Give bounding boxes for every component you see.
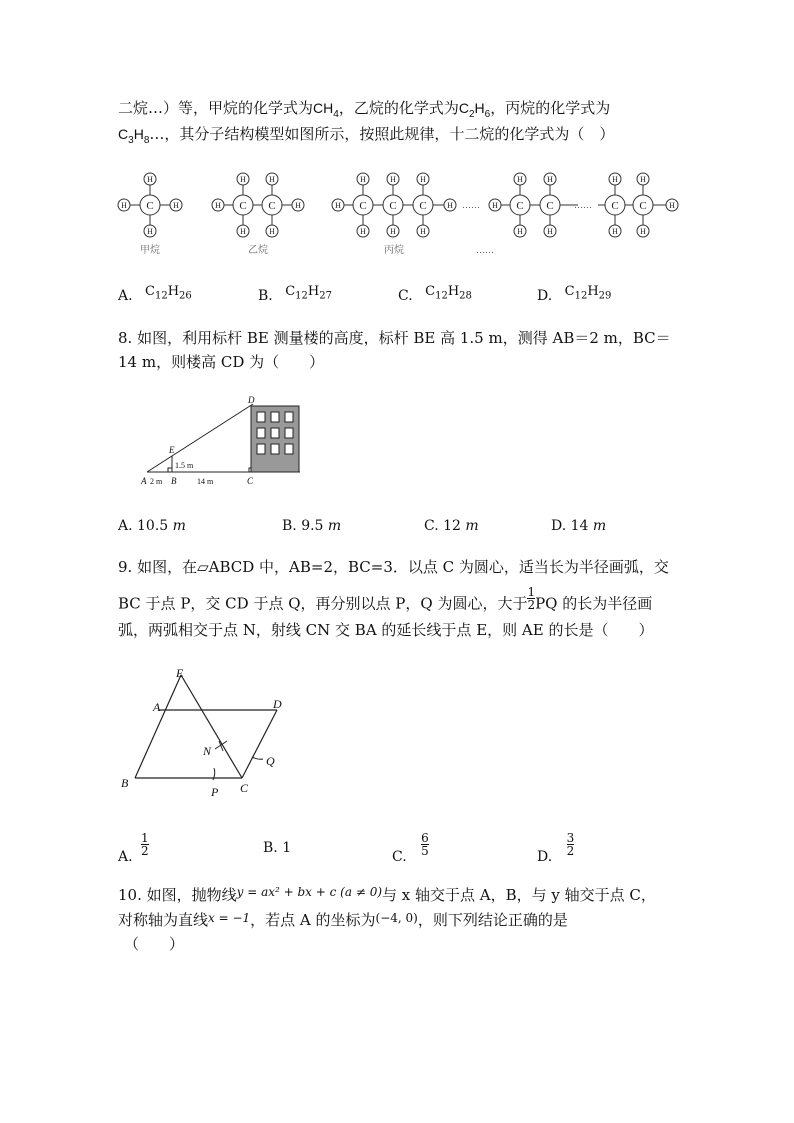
point-a-coordinate: (−4, 0): [375, 911, 418, 925]
svg-text:D: D: [248, 395, 255, 405]
svg-text:C: C: [639, 200, 647, 212]
svg-text:C: C: [239, 200, 247, 212]
svg-text:甲烷: 甲烷: [140, 245, 160, 256]
q10-line1: 10. 如图，抛物线$^{y = ax^2 + bx + c (a \ne 0)}$与 x 轴交于点 A，B，与 y 轴交于点 C，: [118, 885, 656, 904]
svg-text:H: H: [547, 175, 553, 184]
svg-text:C: C: [146, 200, 154, 212]
svg-text:H: H: [173, 201, 179, 210]
q10-line2: 对称轴为直线$^{x = -1}$，若点 A 的坐标为$^{(-4, 0)}$，则下列结论正确的是: [118, 911, 568, 929]
svg-text:D: D: [273, 697, 282, 711]
q9-option-b[interactable]: B. 1: [263, 840, 292, 856]
q9-parallelogram-figure: [115, 665, 305, 805]
svg-text:C: C: [268, 200, 276, 212]
q9-option-c[interactable]: C. $\frac{6}{5}$: [392, 831, 429, 865]
q8-line2: 14 m，则楼高 CD 为（ ）: [118, 353, 325, 371]
svg-text:A: A: [153, 700, 161, 714]
q10-line3: （ ）: [124, 935, 185, 953]
svg-text:N: N: [203, 744, 212, 758]
alkane-molecule-figure: [110, 165, 690, 265]
svg-text:H: H: [420, 175, 426, 184]
svg-text:H: H: [390, 227, 396, 236]
svg-text:H: H: [240, 175, 246, 184]
svg-text:H: H: [517, 175, 523, 184]
svg-text:C: C: [611, 200, 619, 212]
q8-option-a[interactable]: A. 10.5 m: [118, 518, 186, 534]
parabola-formula: y = ax² + bx + c (a ≠ 0): [236, 885, 383, 899]
svg-text:H: H: [612, 227, 618, 236]
q8-option-b[interactable]: B. 9.5 m: [282, 518, 342, 534]
svg-text:14 m: 14 m: [197, 477, 214, 486]
svg-text:H: H: [295, 201, 301, 210]
svg-text:H: H: [360, 175, 366, 184]
svg-text:2 m: 2 m: [150, 477, 163, 486]
q9-option-a[interactable]: A. $\frac{1}{2}$: [118, 831, 149, 865]
svg-text:……: ……: [574, 200, 592, 210]
svg-text:H: H: [447, 201, 453, 210]
q7-line2: $C_3H_8\dots$，其分子结构模型如图所示，按照此规律，十二烷的化学式为（ ）: [118, 125, 615, 146]
q7-option-a[interactable]: A. $C_{12}H_{26}$: [118, 284, 192, 304]
svg-text:H: H: [492, 201, 498, 210]
svg-text:E: E: [169, 445, 175, 455]
svg-text:H: H: [121, 201, 127, 210]
svg-text:乙烷: 乙烷: [248, 245, 268, 256]
svg-text:H: H: [420, 227, 426, 236]
svg-text:P: P: [211, 785, 219, 799]
q9-line1: 9. 如图，在▱ABCD 中，AB=2，BC=3．以点 C 为圆心，适当长为半径画弧，交: [118, 558, 669, 576]
svg-text:H: H: [215, 201, 221, 210]
svg-text:A: A: [141, 476, 147, 486]
svg-text:1.5 m: 1.5 m: [175, 461, 194, 470]
svg-text:H: H: [390, 175, 396, 184]
q9-option-d[interactable]: D. $\frac{3}{2}$: [537, 831, 575, 865]
svg-text:C: C: [516, 200, 524, 212]
svg-text:H: H: [612, 175, 618, 184]
q7-option-d[interactable]: D. $C_{12}H_{29}$: [537, 284, 612, 304]
svg-text:B: B: [171, 476, 177, 486]
svg-text:B: B: [121, 776, 129, 790]
svg-text:……: ……: [476, 245, 494, 255]
svg-text:H: H: [240, 227, 246, 236]
svg-text:Q: Q: [266, 754, 275, 768]
q7-option-b[interactable]: B. $C_{12}H_{27}$: [258, 284, 332, 304]
q8-line1: 8. 如图，利用标杆 BE 测量楼的高度，标杆 BE 高 1.5 m，测得 AB＝2 m，BC＝: [118, 329, 671, 347]
axis-equation: x = −1: [208, 911, 251, 925]
svg-text:丙烷: 丙烷: [384, 245, 404, 256]
svg-text:C: C: [389, 200, 397, 212]
svg-text:H: H: [269, 227, 275, 236]
q9-line2: BC 于点 P，交 CD 于点 Q，再分别以点 P，Q 为圆心，大于 $\frac{1}{2}$ PQ 的长为半径画: [118, 585, 653, 613]
svg-text:C: C: [247, 476, 254, 486]
q9-line3: 弧，两弧相交于点 N，射线 CN 交 BA 的延长线于点 E，则 AE 的长是（ ）: [118, 621, 654, 639]
svg-text:……: ……: [462, 200, 480, 210]
svg-text:H: H: [147, 175, 153, 184]
q8-building-figure: [135, 390, 315, 490]
q7-option-c[interactable]: C. $C_{12}H_{28}$: [398, 284, 472, 304]
svg-text:E: E: [176, 666, 184, 680]
svg-text:H: H: [147, 227, 153, 236]
q7-line1: 二烷…）等，甲烷的化学式为$CH_4$，乙烷的化学式为$C_2H_6$，丙烷的化学式为: [118, 99, 611, 120]
svg-text:H: H: [360, 227, 366, 236]
svg-text:C: C: [419, 200, 427, 212]
svg-text:H: H: [335, 201, 341, 210]
svg-text:H: H: [547, 227, 553, 236]
svg-text:C: C: [359, 200, 367, 212]
svg-text:H: H: [640, 175, 646, 184]
building-windows: [257, 412, 293, 454]
svg-text:C: C: [240, 781, 249, 795]
q8-option-c[interactable]: C. 12 m: [424, 518, 479, 534]
svg-text:H: H: [669, 201, 675, 210]
q8-option-d[interactable]: D. 14 m: [551, 518, 607, 534]
svg-text:H: H: [640, 227, 646, 236]
svg-text:C: C: [546, 200, 554, 212]
svg-text:H: H: [517, 227, 523, 236]
svg-text:H: H: [269, 175, 275, 184]
